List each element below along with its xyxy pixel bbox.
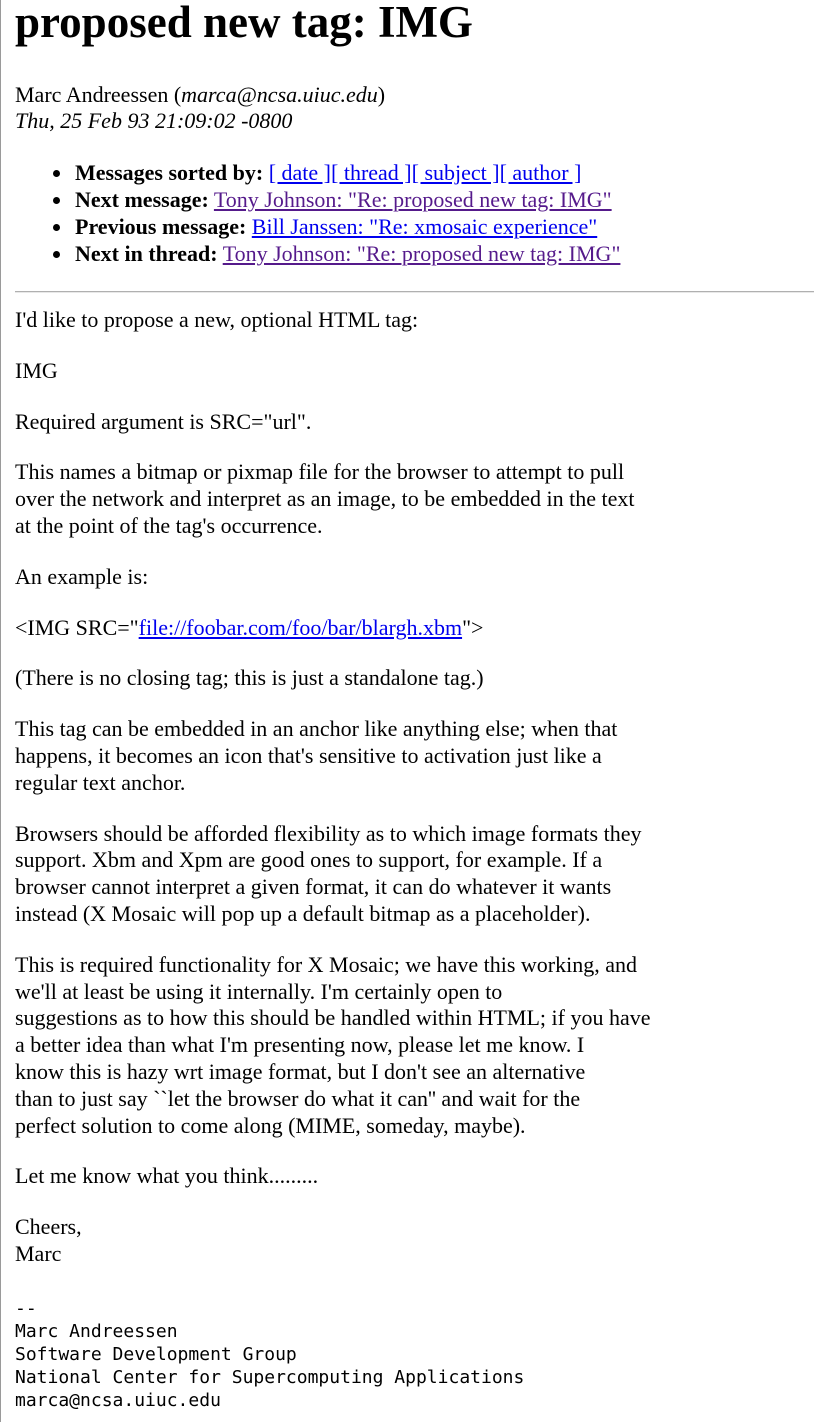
body-line: over the network and interpret as an image, to be embedded in the text: [15, 486, 635, 512]
example-prefix: <IMG SRC=": [15, 614, 139, 640]
example-suffix: ">: [462, 614, 484, 640]
nav-sorted-label: Messages sorted by:: [75, 160, 264, 185]
page-title: proposed new tag: IMG: [15, 0, 473, 47]
nav-sorted-by: [75, 159, 620, 186]
sort-by-thread-link[interactable]: [ thread ]: [331, 160, 412, 185]
body-paragraph-4: [15, 459, 805, 539]
author-close: ): [377, 82, 386, 107]
body-paragraph-8: [15, 716, 805, 796]
nav-next-in-thread: [75, 240, 620, 267]
horizontal-rule: [15, 291, 814, 293]
body-paragraph-7: (There is no closing tag; this is just a standalone tag.): [15, 665, 484, 691]
body-line: than to just say ``let the browser do what it can'' and wait for the: [15, 1085, 581, 1111]
body-line: This names a bitmap or pixmap file for the browser to attempt to pull: [15, 459, 625, 485]
body-line: instead (X Mosaic will pop up a default bitmap as a placeholder).: [15, 900, 591, 926]
author-email: marca@ncsa.uiuc.edu: [181, 82, 378, 107]
body-paragraph-2: IMG: [15, 357, 58, 383]
body-line: perfect solution to come along (MIME, someday, maybe).: [15, 1112, 526, 1138]
author-line: [15, 82, 385, 108]
sort-by-date-link[interactable]: [ date ]: [268, 160, 331, 185]
body-line: know this is hazy wrt image format, but I don't see an alternative: [15, 1058, 586, 1084]
message-date-text: Thu, 25 Feb 93 21:09:02 -0800: [15, 108, 293, 133]
body-closing: [15, 1214, 805, 1268]
example-file-link[interactable]: file://foobar.com/foo/bar/blargh.xbm: [138, 614, 463, 640]
message-meta: [15, 82, 385, 134]
body-paragraph-10: [15, 952, 805, 1140]
body-paragraph-3: Required argument is SRC="url".: [15, 408, 312, 434]
body-line: browser cannot interpret a given format, it can do whatever it wants: [15, 874, 612, 900]
signature-line: Marc Andreessen: [15, 1321, 178, 1342]
signature-line: Software Development Group: [15, 1344, 297, 1365]
body-paragraph-11: Let me know what you think.........: [15, 1163, 319, 1189]
previous-message-link[interactable]: Bill Janssen: "Re: xmosaic experience": [251, 214, 598, 239]
body-line: at the point of the tag's occurrence.: [15, 512, 323, 538]
message-date: [15, 108, 385, 134]
body-line: Marc: [15, 1240, 62, 1266]
body-line: regular text anchor.: [15, 769, 186, 795]
body-paragraph-5: An example is:: [15, 563, 149, 589]
body-line: suggestions as to how this should be handled within HTML; if you have: [15, 1005, 651, 1031]
nav-next-message: [75, 186, 620, 213]
body-line: This is required functionality for X Mosaic; we have this working, and: [15, 951, 637, 977]
nav-next-label: Next message:: [75, 187, 209, 212]
message-navigation: [75, 159, 620, 267]
nav-previous-label: Previous message:: [75, 214, 247, 239]
body-line: happens, it becomes an icon that's sensitive to activation just like a: [15, 742, 602, 768]
body-line: Browsers should be afforded flexibility as to which image formats they: [15, 820, 642, 846]
body-line: a better idea than what I'm presenting now, please let me know. I: [15, 1032, 585, 1058]
message-body: [15, 307, 805, 1292]
body-paragraph-9: [15, 821, 805, 928]
body-line: Cheers,: [15, 1214, 82, 1240]
nav-thread-label: Next in thread:: [75, 241, 218, 266]
body-line: we'll at least be using it internally. I'm certainly open to: [15, 978, 503, 1004]
next-message-link[interactable]: Tony Johnson: "Re: proposed new tag: IMG": [213, 187, 612, 212]
signature-line: --: [15, 1298, 37, 1319]
left-border: [0, 0, 1, 1422]
body-line: support. Xbm and Xpm are good ones to support, for example. If a: [15, 847, 603, 873]
sort-by-author-link[interactable]: [ author ]: [499, 160, 582, 185]
next-in-thread-link[interactable]: Tony Johnson: "Re: proposed new tag: IMG": [222, 241, 621, 266]
sort-by-subject-link[interactable]: [ subject ]: [411, 160, 500, 185]
signature-line: National Center for Supercomputing Applications: [15, 1367, 525, 1388]
author-name: Marc Andreessen (: [15, 82, 182, 107]
body-paragraph-1: I'd like to propose a new, optional HTML tag:: [15, 307, 419, 332]
signature-block: [15, 1297, 524, 1412]
body-line: This tag can be embedded in an anchor like anything else; when that: [15, 716, 618, 742]
body-paragraph-6: [15, 615, 805, 642]
signature-line: marca@ncsa.uiuc.edu: [15, 1390, 221, 1411]
nav-previous-message: [75, 213, 620, 240]
